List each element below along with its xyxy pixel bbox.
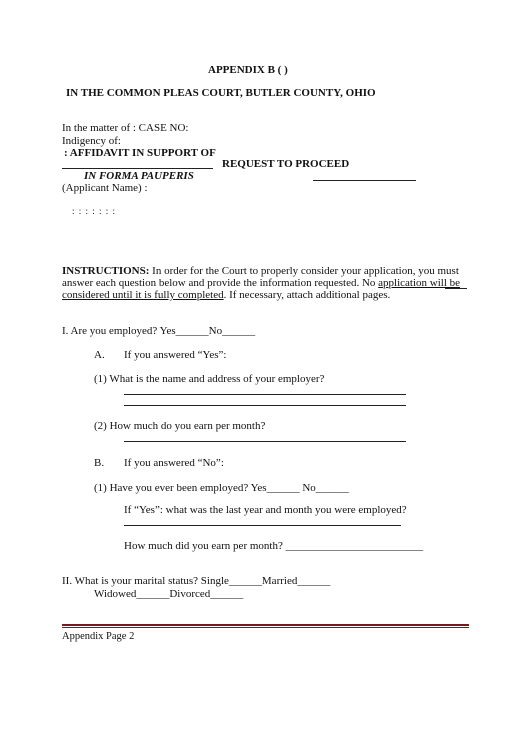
- instructions-text-2b: application will be: [378, 277, 461, 289]
- caption-blank-line: [62, 168, 213, 169]
- section-b-label: B.: [94, 457, 105, 469]
- matter-line: In the matter of : CASE NO:: [62, 122, 189, 134]
- instructions-text-3a: considered until it is fully completed: [62, 289, 224, 301]
- last-employed-question: If “Yes”: what was the last year and month you were employed?: [124, 504, 407, 516]
- instructions-line-3: [62, 289, 390, 302]
- court-title: IN THE COMMON PLEAS COURT, BUTLER COUNTY, OHIO: [66, 87, 376, 99]
- instructions-underline-tail: [445, 288, 467, 289]
- marital-status-question: II. What is your marital status? Single______Married______: [62, 575, 331, 587]
- footer-page-label: Appendix Page 2: [62, 631, 135, 642]
- appendix-title: APPENDIX B ( ): [208, 64, 288, 76]
- employed-question: I. Are you employed? Yes______No______: [62, 325, 256, 337]
- employer-answer-line-2: [124, 405, 406, 406]
- section-b-text: If you answered “No”:: [124, 457, 224, 469]
- earn-answer-line: [124, 441, 406, 442]
- past-earn-question: How much did you earn per month? _________________________: [124, 540, 424, 552]
- case-number-line: [313, 180, 416, 181]
- ever-employed-question: (1) Have you ever been employed? Yes______ No______: [94, 482, 349, 494]
- indigency-line: Indigency of:: [62, 135, 121, 147]
- section-a-label: A.: [94, 349, 105, 361]
- section-a-text: If you answered “Yes”:: [124, 349, 227, 361]
- earn-question: (2) How much do you earn per month?: [94, 420, 266, 432]
- caption-colons: : : : : : : :: [72, 206, 117, 216]
- affidavit-heading: : AFFIDAVIT IN SUPPORT OF: [64, 147, 216, 159]
- marital-status-options: Widowed______Divorced______: [94, 588, 244, 600]
- instructions-text-1: In order for the Court to properly consider your application, you must: [149, 265, 459, 277]
- forma-pauperis-heading: IN FORMA PAUPERIS: [84, 170, 194, 182]
- applicant-name-label: (Applicant Name) :: [62, 182, 148, 194]
- request-heading: REQUEST TO PROCEED: [222, 158, 350, 170]
- last-employed-answer-line: [124, 525, 401, 526]
- employer-question: (1) What is the name and address of your employer?: [94, 373, 325, 385]
- footer-rule-thin: [62, 627, 469, 628]
- footer-rule: [62, 624, 469, 626]
- employer-answer-line-1: [124, 394, 406, 395]
- instructions-label: INSTRUCTIONS:: [62, 265, 150, 277]
- instructions-text-2a: answer each question below and provide the information requested. No: [62, 277, 379, 289]
- instructions-line-1: [62, 265, 459, 278]
- instructions-line-2: [62, 277, 460, 290]
- instructions-text-3b: . If necessary, attach additional pages.: [223, 289, 391, 301]
